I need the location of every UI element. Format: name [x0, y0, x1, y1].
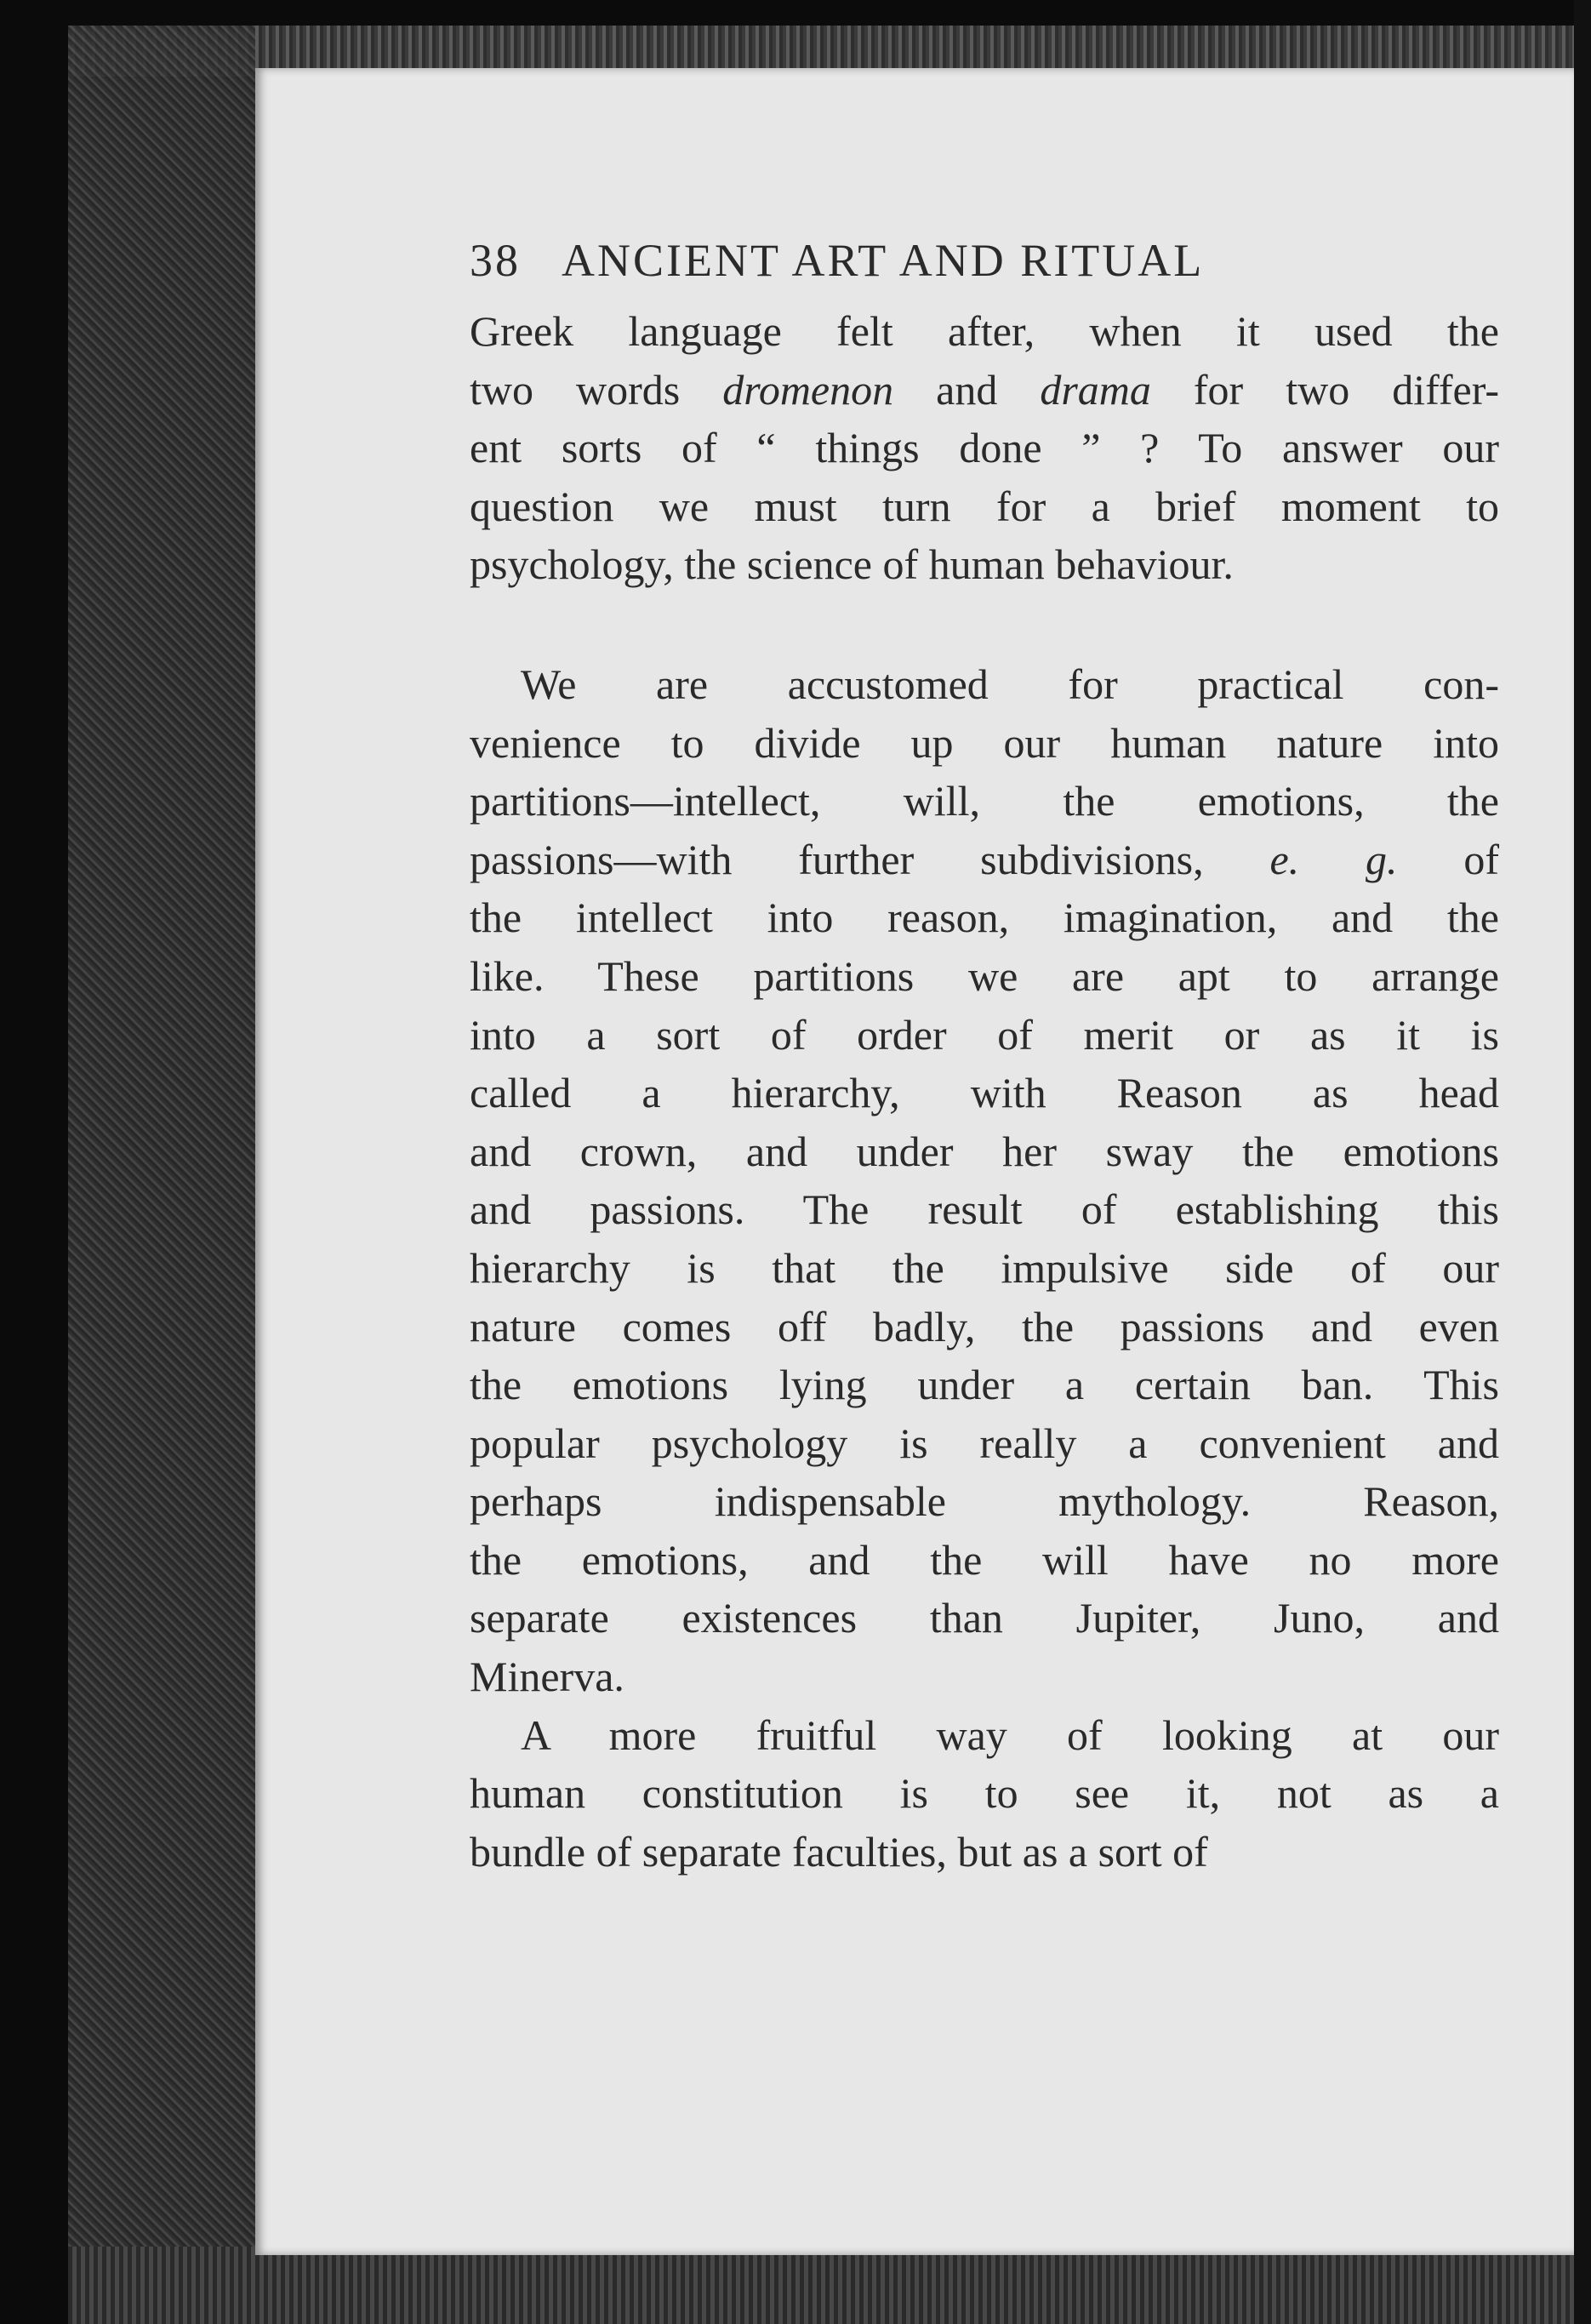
text-line: question we must turn for a brief moment to: [470, 482, 1499, 530]
text-line: the emotions lying under a certain ban. This: [470, 1361, 1499, 1409]
text-line: separate existences than Jupiter, Juno, and: [470, 1594, 1499, 1642]
italic-term: dromenon: [722, 365, 894, 414]
page-number: 38: [470, 235, 521, 286]
text-line: and crown, and under her sway the emotions: [470, 1127, 1499, 1175]
body-text: [470, 302, 1499, 1881]
text-line: nature comes off badly, the passions and even: [470, 1302, 1499, 1350]
text-line: bundle of separate faculties, but as a sort of: [470, 1827, 1208, 1876]
text-line: Minerva.: [470, 1653, 624, 1701]
text-line: venience to divide up our human nature into: [470, 718, 1499, 767]
italic-term: drama: [1040, 365, 1151, 414]
text-line: hierarchy is that the impulsive side of our: [470, 1243, 1499, 1292]
text-line: two words dromenon and drama for two differ-: [470, 365, 1499, 414]
text-line: the intellect into reason, imagination, and the: [470, 894, 1499, 942]
page-content: [470, 234, 1499, 1881]
film-frame-bottom: [68, 2247, 1591, 2324]
running-title: ANCIENT ART AND RITUAL: [562, 235, 1205, 286]
text-line: ent sorts of “ things done ” ? To answer our: [470, 424, 1499, 472]
text-line: psychology, the science of human behaviour.: [470, 540, 1234, 589]
text-line: like. These partitions we are apt to arrange: [470, 951, 1499, 1000]
paragraph: [470, 1706, 1499, 1881]
text-line: called a hierarchy, with Reason as head: [470, 1069, 1499, 1117]
paragraph: [470, 302, 1499, 594]
text-line: passions—with further subdivisions, e. g. of: [470, 835, 1500, 883]
paper-page: [255, 68, 1574, 2255]
text-line: and passions. The result of establishing this: [470, 1185, 1499, 1234]
text-line: Greek language felt after, when it used the: [470, 307, 1499, 355]
running-head: [470, 234, 1499, 287]
text-line: human constitution is to see it, not as a: [470, 1769, 1499, 1818]
text-line: the emotions, and the will have no more: [470, 1535, 1499, 1584]
text-line: A more fruitful way of looking at our: [521, 1710, 1499, 1759]
text-line: partitions—intellect, will, the emotions, the: [470, 777, 1499, 825]
text-line: perhaps indispensable mythology. Reason,: [470, 1477, 1499, 1526]
film-frame-right: [1574, 0, 1591, 2324]
paragraph: [470, 655, 1499, 1706]
text-line: into a sort of order of merit or as it is: [470, 1010, 1499, 1059]
book-cover-edge: [68, 26, 255, 2315]
text-line: popular psychology is really a convenient and: [470, 1419, 1499, 1467]
text-line: We are accustomed for practical con-: [521, 660, 1499, 708]
italic-term: e. g.: [1269, 835, 1398, 883]
paragraph-gap: [470, 594, 1499, 655]
